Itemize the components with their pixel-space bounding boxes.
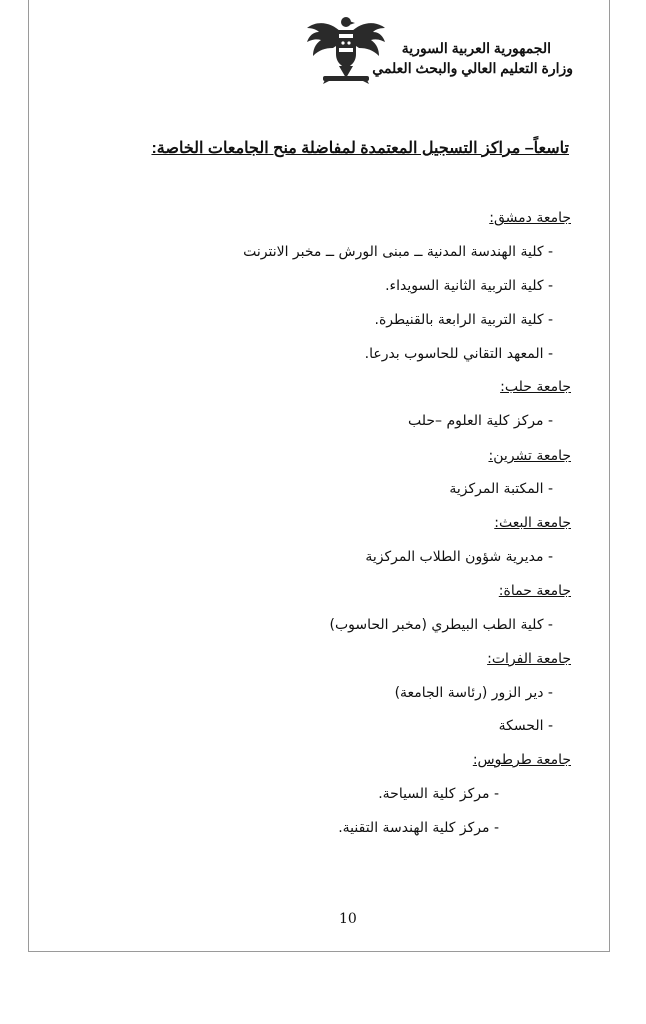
- university-heading: جامعة طرطوس:: [472, 752, 571, 768]
- ministry-name: وزارة التعليم العالي والبحث العلمي: [372, 60, 573, 76]
- list-item: - المكتبة المركزية: [449, 481, 553, 497]
- list-item: - مركز كلية العلوم –حلب: [408, 413, 553, 429]
- list-item: - كلية التربية الرابعة بالقنيطرة.: [374, 312, 553, 328]
- list-item: - الحسكة: [498, 718, 553, 734]
- country-name: الجمهورية العربية السورية: [401, 40, 551, 56]
- list-item: - مركز كلية الهندسة التقنية.: [338, 820, 499, 836]
- document-page: [28, 0, 610, 952]
- university-heading: جامعة البعث:: [494, 515, 571, 531]
- list-item: - مركز كلية السياحة.: [378, 786, 499, 802]
- list-item: - دير الزور (رئاسة الجامعة): [394, 685, 553, 701]
- section-title: تاسعاً– مراكز التسجيل المعتمدة لمفاضلة منح الجامعات الخاصة:: [151, 140, 569, 157]
- university-heading: جامعة حماة:: [498, 583, 571, 599]
- list-item: - كلية الطب البيطري (مخبر الحاسوب): [329, 617, 553, 633]
- list-item: - كلية التربية الثانية السويداء.: [385, 278, 553, 294]
- letterhead: [372, 38, 573, 78]
- list-item: - المعهد التقاني للحاسوب بدرعا.: [364, 346, 553, 362]
- university-heading: جامعة الفرات:: [487, 651, 571, 667]
- list-item: - كلية الهندسة المدنية ــ مبنى الورش ــ مخبر الانترنت: [243, 244, 553, 260]
- list-item: - مديرية شؤون الطلاب المركزية: [365, 549, 553, 565]
- university-heading: جامعة دمشق:: [489, 210, 571, 226]
- university-heading: جامعة تشرين:: [488, 448, 571, 464]
- page-number: 10: [339, 911, 357, 927]
- university-heading: جامعة حلب:: [500, 379, 571, 395]
